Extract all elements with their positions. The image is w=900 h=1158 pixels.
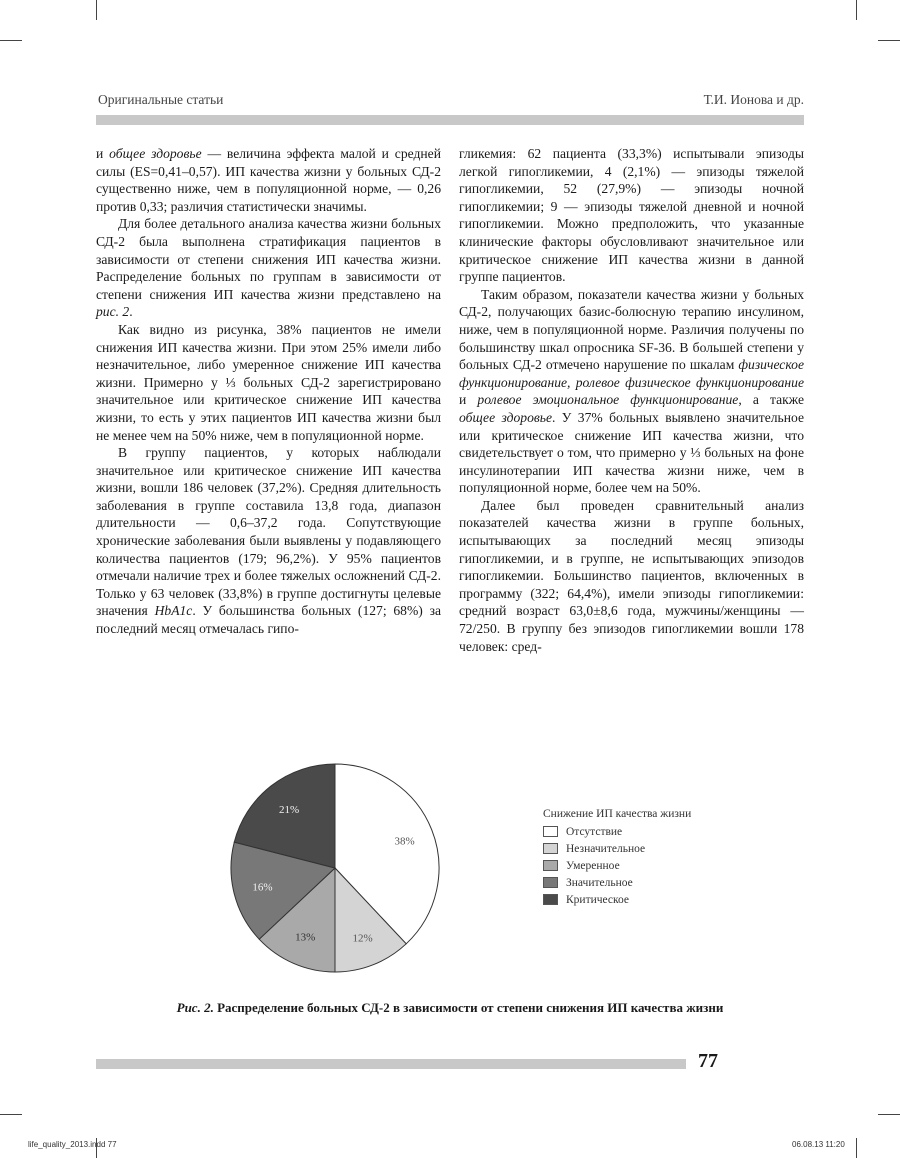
paragraph: Далее был проведен сравнительный анализ показателей качества жизни в группе больных, испытывающих за последний месяц эпизоды гипогликемии, и в группе, не испытывающих эпизодов гипогликемии. Большинство пациентов, включенных в программу (322; 64,4%), имели эпизоды гипогликемии: средний возраст 63,0±8,6 года, мужчины/женщины — 72/250. В группу без эпизодов гипогликемии вошли 178 человек: сред- — [459, 497, 804, 654]
legend-item — [543, 857, 691, 874]
text-column-right — [459, 145, 804, 655]
paragraph: Для более детального анализа качества жизни больных СД-2 была выполнена стратификация пациентов в зависимости от степени снижения ИП качества жизни. Распределение больных по группам в зависимости от степени снижения ИП качества жизни представлено на рис. 2. — [96, 216, 441, 320]
chart-legend — [543, 808, 691, 908]
slice-label: 38% — [394, 835, 415, 848]
crop-mark — [856, 1138, 857, 1158]
paragraph: Таким образом, показатели качества жизни у больных СД-2, получающих базис-болюсную терапию инсулином, ниже, чем в популяционной норме. Различия получены по большинству шкал опросника SF-36. В большей степени у больных СД-2 отмечено нарушение по шкалам физическое функционирование, ролевое физическое функционирование и ролевое эмоциональное функционирование, а также общее здоровье. У 37% больных выявлено значительное или критическое снижение ИП качества жизни, что свидетельствует о том, что примерно у ⅓ больных на фоне инсулинотерапии ИП качества жизни ниже, чем в популяционной норме, более чем на 50%. — [459, 286, 804, 496]
paragraph: и общее здоровье — величина эффекта малой и средней силы (ES=0,41–0,57). ИП качества жизни у больных СД-2 существенно ниже, чем в популяционной норме, — 0,26 против 0,33; различия статистически значимы. — [96, 146, 441, 214]
legend-label: Критическое — [566, 893, 630, 906]
crop-mark — [0, 40, 22, 41]
legend-label: Отсутствие — [566, 825, 623, 838]
section-title: Оригинальные статьи — [98, 92, 224, 107]
figure-2 — [96, 755, 804, 985]
text-column-left — [96, 145, 441, 638]
legend-label: Умеренное — [566, 859, 620, 872]
legend-item — [543, 874, 691, 891]
crop-mark — [878, 40, 900, 41]
legend-label: Незначительное — [566, 842, 646, 855]
slice-label: 21% — [279, 803, 300, 816]
legend-swatch — [543, 826, 558, 837]
paragraph: Как видно из рисунка, 38% пациентов не имели снижения ИП качества жизни. При этом 25% имели либо незначительное, либо умеренное снижение ИП качества жизни. Примерно у ⅓ больных СД-2 зарегистрировано значительное или критическое снижение ИП качества жизни, то есть у этих пациентов ИП качества жизни был не менее чем на 50% ниже, чем в популяционной норме. — [96, 321, 441, 443]
slice-label: 16% — [252, 881, 273, 894]
crop-mark — [878, 1114, 900, 1115]
legend-label: Значительное — [566, 876, 633, 889]
legend-swatch — [543, 860, 558, 871]
crop-mark — [856, 0, 857, 20]
authors: Т.И. Ионова и др. — [703, 92, 804, 107]
legend-swatch — [543, 843, 558, 854]
paragraph: гликемия: 62 пациента (33,3%) испытывали эпизоды легкой гипогликемии, 4 (2,1%) — эпизоды тяжелой гипогликемии, 52 (27,9%) — эпизоды ночной гипогликемии; 9 — эпизоды тяжелой дневной и ночной гипогликемии. Можно предположить, что указанные клинические факторы обусловливают значительное или критическое снижение ИП качества жизни в данной группе пациентов. — [459, 146, 804, 285]
paragraph: В группу пациентов, у которых наблюдали значительное или критическое снижение ИП качества жизни, вошли 186 человек (37,2%). Средняя длительность заболевания в группе составила 13,8 года, диапазон длительности — 0,6–37,2 года. Сопутствующие хронические заболевания были выявлены у подавляющего количества пациентов (179; 96,2%). У 95% пациентов отмечали наличие трех и более тяжелых осложнений СД-2. Только у 63 человек (33,8%) в группе достигнуты целевые значения HbA1c. У большинства больных (127; 68%) за последний месяц отмечалась гипо- — [96, 445, 441, 637]
header-rule — [96, 115, 804, 125]
crop-mark — [96, 0, 97, 20]
slice-label: 12% — [352, 932, 373, 945]
figure-caption — [96, 1000, 804, 1016]
crop-mark — [0, 1114, 22, 1115]
legend-item — [543, 840, 691, 857]
footer-rule — [96, 1059, 686, 1069]
legend-swatch — [543, 877, 558, 888]
slice-label: 13% — [295, 931, 316, 944]
legend-item — [543, 891, 691, 908]
running-header — [96, 92, 804, 110]
legend-item — [543, 823, 691, 840]
slug-file: life_quality_2013.indd 77 — [28, 1140, 117, 1149]
pie-chart — [96, 755, 804, 985]
page-number: 77 — [698, 1050, 718, 1072]
caption-label: Рис. 2. — [176, 1000, 214, 1015]
legend-title: Снижение ИП качества жизни — [543, 808, 692, 820]
slug-date: 06.08.13 11:20 — [792, 1140, 845, 1149]
legend-swatch — [543, 894, 558, 905]
caption-text: Распределение больных СД-2 в зависимости от степени снижения ИП качества жизни — [217, 1000, 724, 1015]
